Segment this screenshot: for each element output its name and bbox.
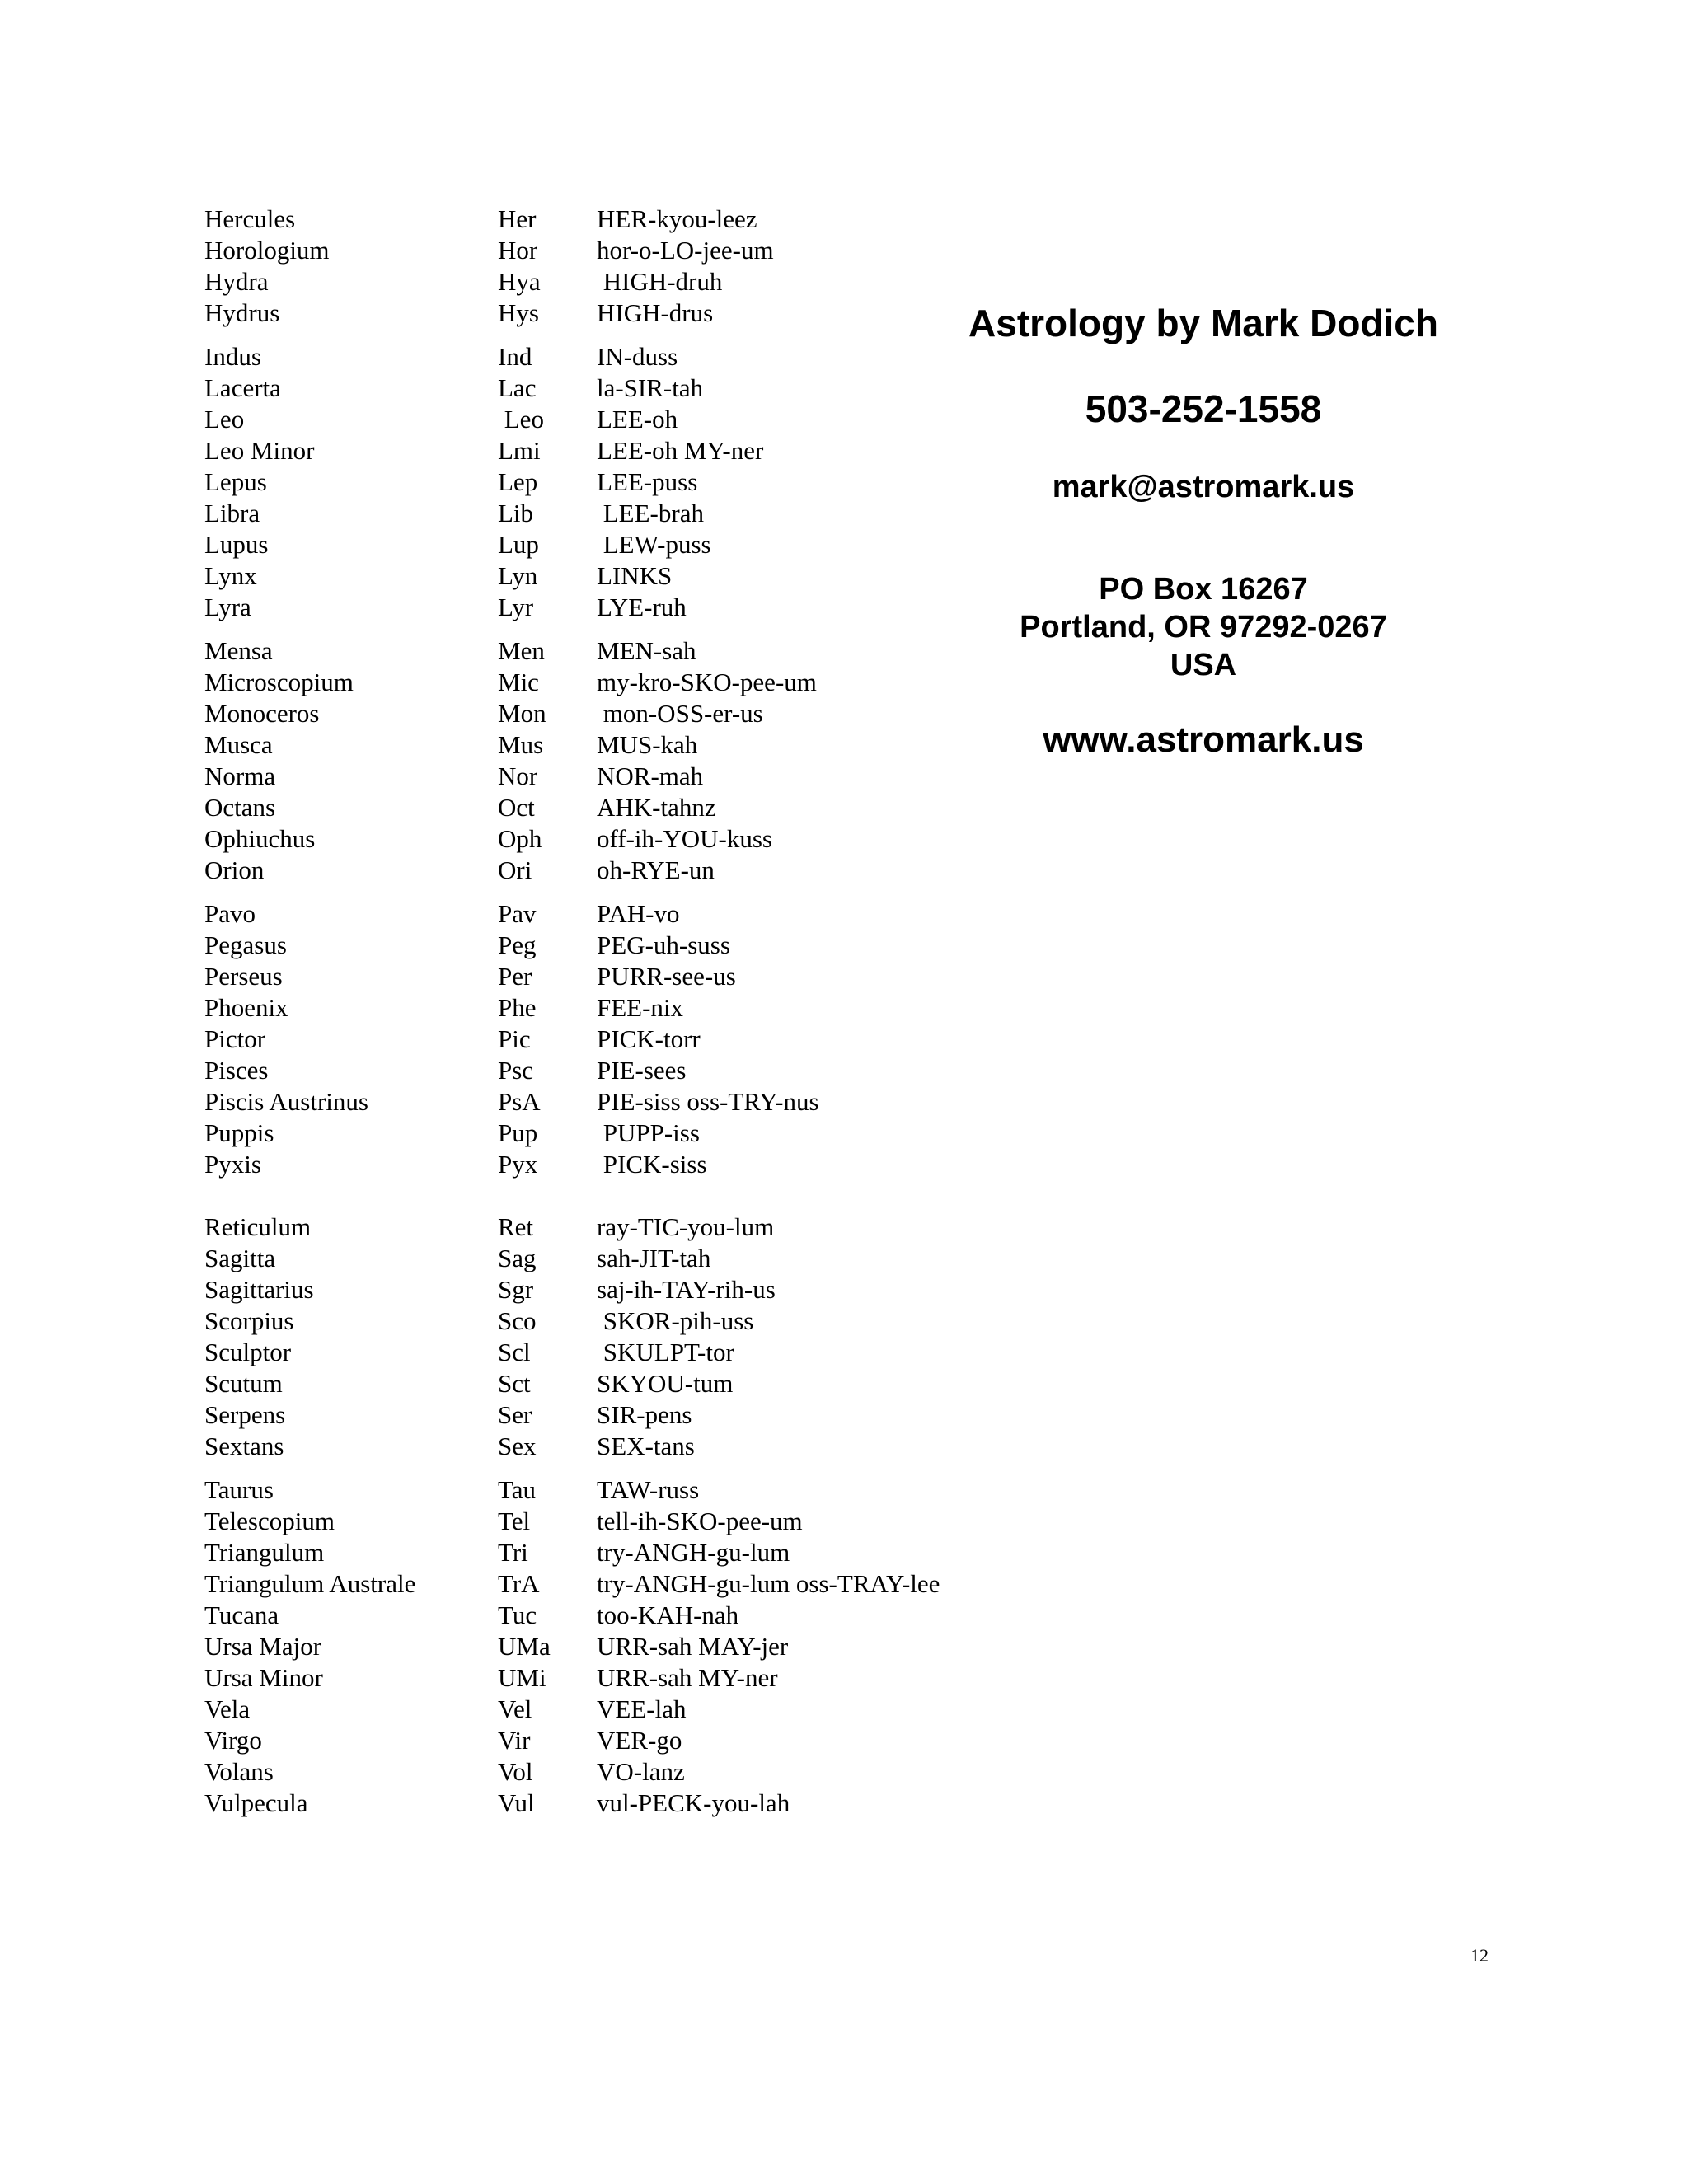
constellation-abbreviation: Ser [498,1400,532,1429]
constellation-abbreviation: Tau [498,1475,537,1504]
constellation-name: Norma [204,762,276,790]
constellation-name: Serpens [204,1400,286,1429]
constellation-pronunciation: URR-sah MY-ner [597,1663,778,1692]
constellation-pronunciation: AHK-tahnz [597,793,716,822]
constellation-pronunciation: URR-sah MAY-jer [597,1632,789,1661]
constellation-name: Microscopium [204,668,354,696]
table-row [204,560,1029,592]
constellation-name: Horologium [204,236,330,265]
constellation-pronunciation: ray-TIC-you-lum [597,1212,775,1241]
constellation-pronunciation: SKYOU-tum [597,1369,734,1398]
constellation-name: Scorpius [204,1306,294,1335]
constellation-pronunciation: PICK-torr [597,1024,701,1053]
table-row [204,1243,1029,1274]
constellation-name: Sextans [204,1432,284,1460]
constellation-name: Vulpecula [204,1788,308,1817]
table-row [204,298,1029,329]
constellation-name: Ursa Minor [204,1663,323,1692]
table-row [204,204,1029,235]
table-row [204,1118,1029,1149]
constellation-abbreviation: Sex [498,1432,537,1460]
constellation-abbreviation: PsA [498,1087,541,1116]
constellation-abbreviation: Nor [498,762,538,790]
table-row [204,435,1029,466]
constellation-pronunciation: LEW-puss [597,530,711,559]
constellation-name: Volans [204,1757,274,1786]
constellation-pronunciation: PIE-sees [597,1056,687,1085]
constellation-abbreviation: Mic [498,668,539,696]
constellation-abbreviation: Vol [498,1757,533,1786]
constellation-name: Telescopium [204,1507,335,1535]
table-row [204,529,1029,560]
constellation-abbreviation: Per [498,962,532,991]
constellation-name: Virgo [204,1726,262,1755]
constellation-name: Perseus [204,962,283,991]
constellation-pronunciation: HIGH-druh [597,267,723,296]
table-row [204,341,1029,373]
constellation-pronunciation: SKOR-pih-uss [597,1306,754,1335]
constellation-name: Lacerta [204,373,281,402]
table-row [204,592,1029,623]
constellation-name: Triangulum Australe [204,1569,416,1598]
constellation-name: Phoenix [204,993,288,1022]
constellation-name: Sagitta [204,1244,276,1272]
constellation-pronunciation: la-SIR-tah [597,373,704,402]
table-row [204,823,1029,855]
constellation-pronunciation: IN-duss [597,342,678,371]
table-row [204,1055,1029,1086]
constellation-abbreviation: Psc [498,1056,534,1085]
constellation-name: Lupus [204,530,269,559]
table-row [204,1368,1029,1399]
constellation-pronunciation: TAW-russ [597,1475,700,1504]
constellation-pronunciation: try-ANGH-gu-lum [597,1538,790,1567]
constellation-abbreviation: Pic [498,1024,531,1053]
constellation-name: Lepus [204,467,267,496]
constellation-abbreviation: Ori [498,855,532,884]
table-row [204,1600,1029,1631]
constellation-pronunciation: PURR-see-us [597,962,736,991]
constellation-name: Octans [204,793,276,822]
constellation-abbreviation: Lac [498,373,537,402]
constellation-pronunciation: VER-go [597,1726,682,1755]
constellation-abbreviation: Peg [498,930,537,959]
table-row [204,404,1029,435]
constellation-pronunciation: PIE-siss oss-TRY-nus [597,1087,819,1116]
table-row [204,1305,1029,1337]
constellation-name: Musca [204,730,273,759]
table-row [204,466,1029,498]
table-row [204,667,1029,698]
table-row [204,1506,1029,1537]
constellation-abbreviation: Hor [498,236,538,265]
table-row [204,1431,1029,1462]
constellation-name: Hydra [204,267,269,296]
contact-phone: 503-252-1558 [1085,387,1322,430]
table-row [204,1662,1029,1694]
constellation-pronunciation: try-ANGH-gu-lum oss-TRAY-lee [597,1569,940,1598]
constellation-name: Leo Minor [204,436,315,465]
constellation-pronunciation: LYE-ruh [597,593,687,621]
constellation-abbreviation: Phe [498,993,537,1022]
constellation-pronunciation: LEE-puss [597,467,698,496]
constellation-abbreviation: Lib [498,499,534,527]
table-row [204,792,1029,823]
constellation-abbreviation: Sco [498,1306,537,1335]
constellation-abbreviation: TrA [498,1569,540,1598]
constellation-abbreviation: Pup [498,1118,538,1147]
constellation-name: Sagittarius [204,1275,314,1304]
constellation-name: Ophiuchus [204,824,316,853]
table-row [204,855,1029,886]
constellation-group [204,635,1029,886]
constellation-pronunciation: LINKS [597,561,673,590]
constellation-abbreviation: UMi [498,1663,546,1692]
constellation-pronunciation: PEG-uh-suss [597,930,730,959]
constellation-group [204,341,1029,623]
table-row [204,235,1029,266]
contact-block [940,298,1467,763]
constellation-name: Monoceros [204,699,320,728]
constellation-pronunciation: mon-OSS-er-us [597,699,763,728]
table-row [204,1212,1029,1243]
table-row [204,635,1029,667]
table-row [204,1399,1029,1431]
constellation-name: Libra [204,499,260,527]
contact-address [940,570,1467,684]
constellation-abbreviation: Tuc [498,1601,537,1629]
constellation-pronunciation: MUS-kah [597,730,698,759]
contact-website: www.astromark.us [1043,719,1364,760]
constellation-name: Tucana [204,1601,279,1629]
constellation-name: Pictor [204,1024,266,1053]
table-row [204,1086,1029,1118]
table-row [204,898,1029,930]
constellation-name: Indus [204,342,261,371]
address-line-3: USA [1170,648,1237,682]
table-row [204,1694,1029,1725]
constellation-abbreviation: Vul [498,1788,535,1817]
constellation-group [204,898,1029,1180]
constellation-abbreviation: Pav [498,899,537,928]
constellation-pronunciation: oh-RYE-un [597,855,715,884]
constellation-name: Sculptor [204,1338,292,1366]
constellation-name: Mensa [204,636,273,665]
constellation-name: Puppis [204,1118,274,1147]
constellation-name: Triangulum [204,1538,325,1567]
constellation-name: Scutum [204,1369,283,1398]
constellation-abbreviation: Men [498,636,545,665]
page-number: 12 [1470,1945,1489,1966]
constellation-pronunciation: LEE-oh MY-ner [597,436,764,465]
constellation-name: Pyxis [204,1150,261,1179]
constellation-abbreviation: Sag [498,1244,537,1272]
constellation-name: Orion [204,855,265,884]
constellation-group [204,1474,1029,1819]
constellation-pronunciation: NOR-mah [597,762,704,790]
table-row [204,761,1029,792]
constellation-abbreviation: Hys [498,298,539,327]
constellation-pronunciation: PICK-siss [597,1150,707,1179]
constellation-pronunciation: SEX-tans [597,1432,695,1460]
constellation-abbreviation: Sct [498,1369,531,1398]
constellation-name: Leo [204,405,245,434]
table-row [204,992,1029,1024]
constellation-pronunciation: SKULPT-tor [597,1338,734,1366]
table-row [204,729,1029,761]
contact-email: mark@astromark.us [1052,470,1355,504]
constellation-name: Pegasus [204,930,287,959]
table-row [204,1274,1029,1305]
constellation-name: Pisces [204,1056,269,1085]
constellation-abbreviation: Lyn [498,561,538,590]
constellation-pronunciation: sah-JIT-tah [597,1244,711,1272]
table-row [204,498,1029,529]
constellation-pronunciation: off-ih-YOU-kuss [597,824,772,853]
constellation-pronunciation: PUPP-iss [597,1118,700,1147]
constellation-abbreviation: Pyx [498,1150,538,1179]
constellation-pronunciation: PAH-vo [597,899,680,928]
table-row [204,1537,1029,1568]
table-row [204,1725,1029,1756]
constellation-abbreviation: Vir [498,1726,531,1755]
table-row [204,1337,1029,1368]
constellation-abbreviation: Mon [498,699,546,728]
table-row [204,1568,1029,1600]
constellation-abbreviation: Sgr [498,1275,534,1304]
table-row [204,961,1029,992]
constellation-name: Reticulum [204,1212,312,1241]
constellation-table [204,204,1029,1831]
constellation-name: Lyra [204,593,251,621]
constellation-pronunciation: hor-o-LO-jee-um [597,236,774,265]
constellation-abbreviation: Scl [498,1338,531,1366]
table-row [204,1756,1029,1788]
table-row [204,698,1029,729]
constellation-pronunciation: FEE-nix [597,993,684,1022]
table-row [204,1474,1029,1506]
table-row [204,1024,1029,1055]
table-row [204,1631,1029,1662]
constellation-pronunciation: LEE-oh [597,405,678,434]
table-row [204,930,1029,961]
constellation-group [204,204,1029,329]
constellation-abbreviation: Leo [498,405,544,434]
constellation-pronunciation: vul-PECK-you-lah [597,1788,790,1817]
constellation-name: Hydrus [204,298,280,327]
constellation-abbreviation: Lyr [498,593,534,621]
constellation-name: Lynx [204,561,257,590]
constellation-abbreviation: Lmi [498,436,541,465]
constellation-name: Piscis Austrinus [204,1087,368,1116]
constellation-abbreviation: UMa [498,1632,551,1661]
address-line-1: PO Box 16267 [1099,572,1308,607]
constellation-pronunciation: saj-ih-TAY-rih-us [597,1275,776,1304]
constellation-pronunciation: VEE-lah [597,1694,687,1723]
table-row [204,373,1029,404]
table-row [204,266,1029,298]
constellation-abbreviation: Oph [498,824,542,853]
constellation-abbreviation: Ind [498,342,532,371]
constellation-pronunciation: too-KAH-nah [597,1601,739,1629]
constellation-pronunciation: HER-kyou-leez [597,204,757,233]
constellation-name: Ursa Major [204,1632,322,1661]
constellation-abbreviation: Ret [498,1212,534,1241]
constellation-pronunciation: HIGH-drus [597,298,714,327]
constellation-abbreviation: Oct [498,793,535,822]
constellation-abbreviation: Hya [498,267,541,296]
constellation-pronunciation: tell-ih-SKO-pee-um [597,1507,803,1535]
constellation-abbreviation: Tri [498,1538,528,1567]
constellation-name: Hercules [204,204,296,233]
constellation-abbreviation: Tel [498,1507,531,1535]
constellation-name: Vela [204,1694,251,1723]
constellation-abbreviation: Her [498,204,537,233]
constellation-name: Pavo [204,899,256,928]
constellation-name: Taurus [204,1475,274,1504]
constellation-pronunciation: my-kro-SKO-pee-um [597,668,817,696]
constellation-pronunciation: MEN-sah [597,636,696,665]
constellation-pronunciation: LEE-brah [597,499,704,527]
constellation-pronunciation: VO-lanz [597,1757,685,1786]
table-row [204,1149,1029,1180]
constellation-abbreviation: Vel [498,1694,532,1723]
constellation-pronunciation: SIR-pens [597,1400,692,1429]
constellation-abbreviation: Lup [498,530,539,559]
constellation-abbreviation: Mus [498,730,544,759]
address-line-2: Portland, OR 97292-0267 [1020,610,1387,644]
constellation-abbreviation: Lep [498,467,538,496]
table-row [204,1788,1029,1819]
contact-title: Astrology by Mark Dodich [968,302,1438,344]
constellation-group [204,1212,1029,1462]
